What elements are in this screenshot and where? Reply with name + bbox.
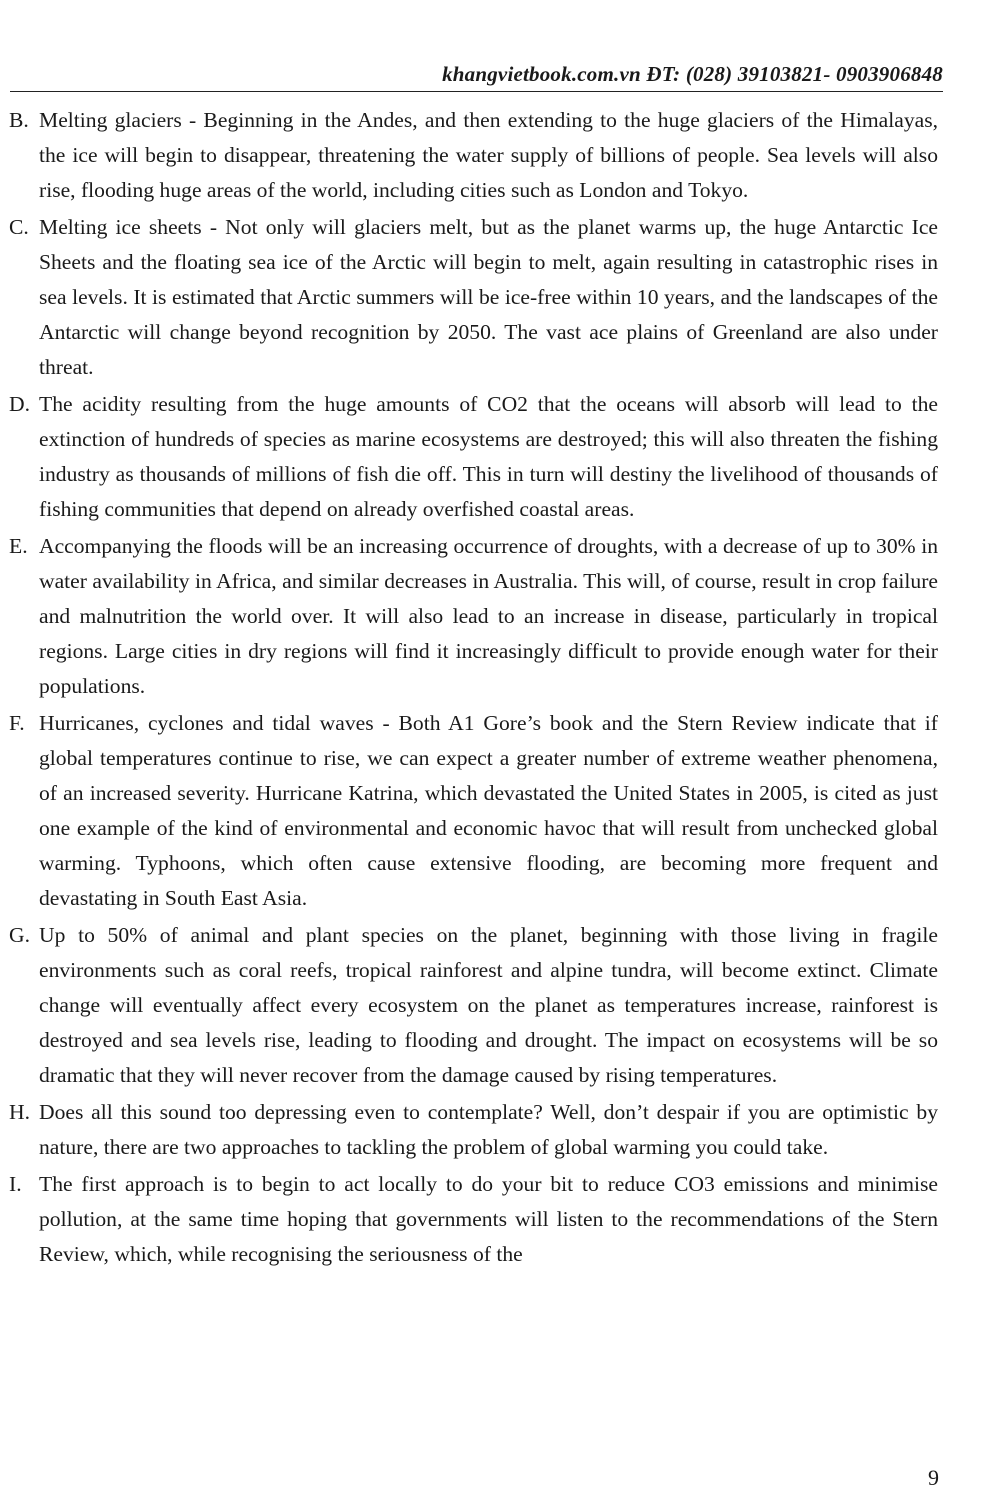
item-text: The first approach is to begin to act locally to do your bit to reduce CO3 emissions and minimise pollution, at the same time hoping that governments will listen to the recommendations of the Stern Review, which, while recognising the seriousness of the	[39, 1172, 938, 1266]
item-text: Does all this sound too depressing even to contemplate? Well, don’t despair if you are optimistic by nature, there are two approaches to tackling the problem of global warming you could take.	[39, 1100, 938, 1159]
header-rule	[10, 91, 943, 92]
list-item-b	[9, 103, 938, 208]
page-header	[10, 62, 943, 92]
article-body	[9, 103, 938, 1274]
list-item-f	[9, 706, 938, 916]
item-marker: E.	[9, 534, 28, 558]
item-marker: I.	[9, 1172, 22, 1196]
item-marker: C.	[9, 215, 29, 239]
item-text: Melting ice sheets - Not only will glaciers melt, but as the planet warms up, the huge Antarctic Ice Sheets and the floating sea ice of the Arctic will begin to melt, again resulting in catastrophic rises in sea levels. It is estimated that Arctic summers will be ice-free within 10 years, and the landscapes of the Antarctic will change beyond recognition by 2050. The vast ace plains of Greenland are also under threat.	[39, 215, 938, 379]
list-item-h	[9, 1095, 938, 1165]
page-number: 9	[928, 1465, 939, 1490]
item-marker: B.	[9, 108, 29, 132]
list-item-d	[9, 387, 938, 527]
list-item-c	[9, 210, 938, 385]
list-item-i	[9, 1167, 938, 1272]
item-marker: F.	[9, 711, 25, 735]
list-item-g	[9, 918, 938, 1093]
list-item-e	[9, 529, 938, 704]
item-text: The acidity resulting from the huge amounts of CO2 that the oceans will absorb will lead to the extinction of hundreds of species as marine ecosystems are destroyed; this will also threaten the fishing industry as thousands of millions of fish die off. This in turn will destiny the livelihood of thousands of fishing communities that depend on already overfished coastal areas.	[39, 392, 938, 521]
item-text: Up to 50% of animal and plant species on the planet, beginning with those living in fragile environments such as coral reefs, tropical rainforest and alpine tundra, will become extinct. Climate change will eventually affect every ecosystem on the planet as temperatures increase, rainforest is destroyed and sea levels rise, leading to flooding and drought. The impact on ecosystems will be so dramatic that they will never recover from the damage caused by rising temperatures.	[39, 923, 938, 1087]
header-publisher-contact: khangvietbook.com.vn ĐT: (028) 39103821- 0903906848	[442, 62, 943, 86]
item-text: Hurricanes, cyclones and tidal waves - Both A1 Gore’s book and the Stern Review indicate that if global temperatures continue to rise, we can expect a greater number of extreme weather phenomena, of an increased severity. Hurricane Katrina, which devastated the United States in 2005, is cited as just one example of the kind of environmental and economic havoc that will result from unchecked global warming. Typhoons, which often cause extensive flooding, are becoming more frequent and devastating in South East Asia.	[39, 711, 938, 910]
item-marker: G.	[9, 923, 30, 947]
item-text: Accompanying the floods will be an increasing occurrence of droughts, with a decrease of up to 30% in water availability in Africa, and similar decreases in Australia. This will, of course, result in crop failure and malnutrition the world over. It will also lead to an increase in disease, particularly in tropical regions. Large cities in dry regions will find it increasingly difficult to provide enough water for their populations.	[39, 534, 938, 698]
item-text: Melting glaciers - Beginning in the Andes, and then extending to the huge glaciers of the Himalayas, the ice will begin to disappear, threatening the water supply of billions of people. Sea levels will also rise, flooding huge areas of the world, including cities such as London and Tokyo.	[39, 108, 938, 202]
item-marker: H.	[9, 1100, 30, 1124]
item-marker: D.	[9, 392, 30, 416]
